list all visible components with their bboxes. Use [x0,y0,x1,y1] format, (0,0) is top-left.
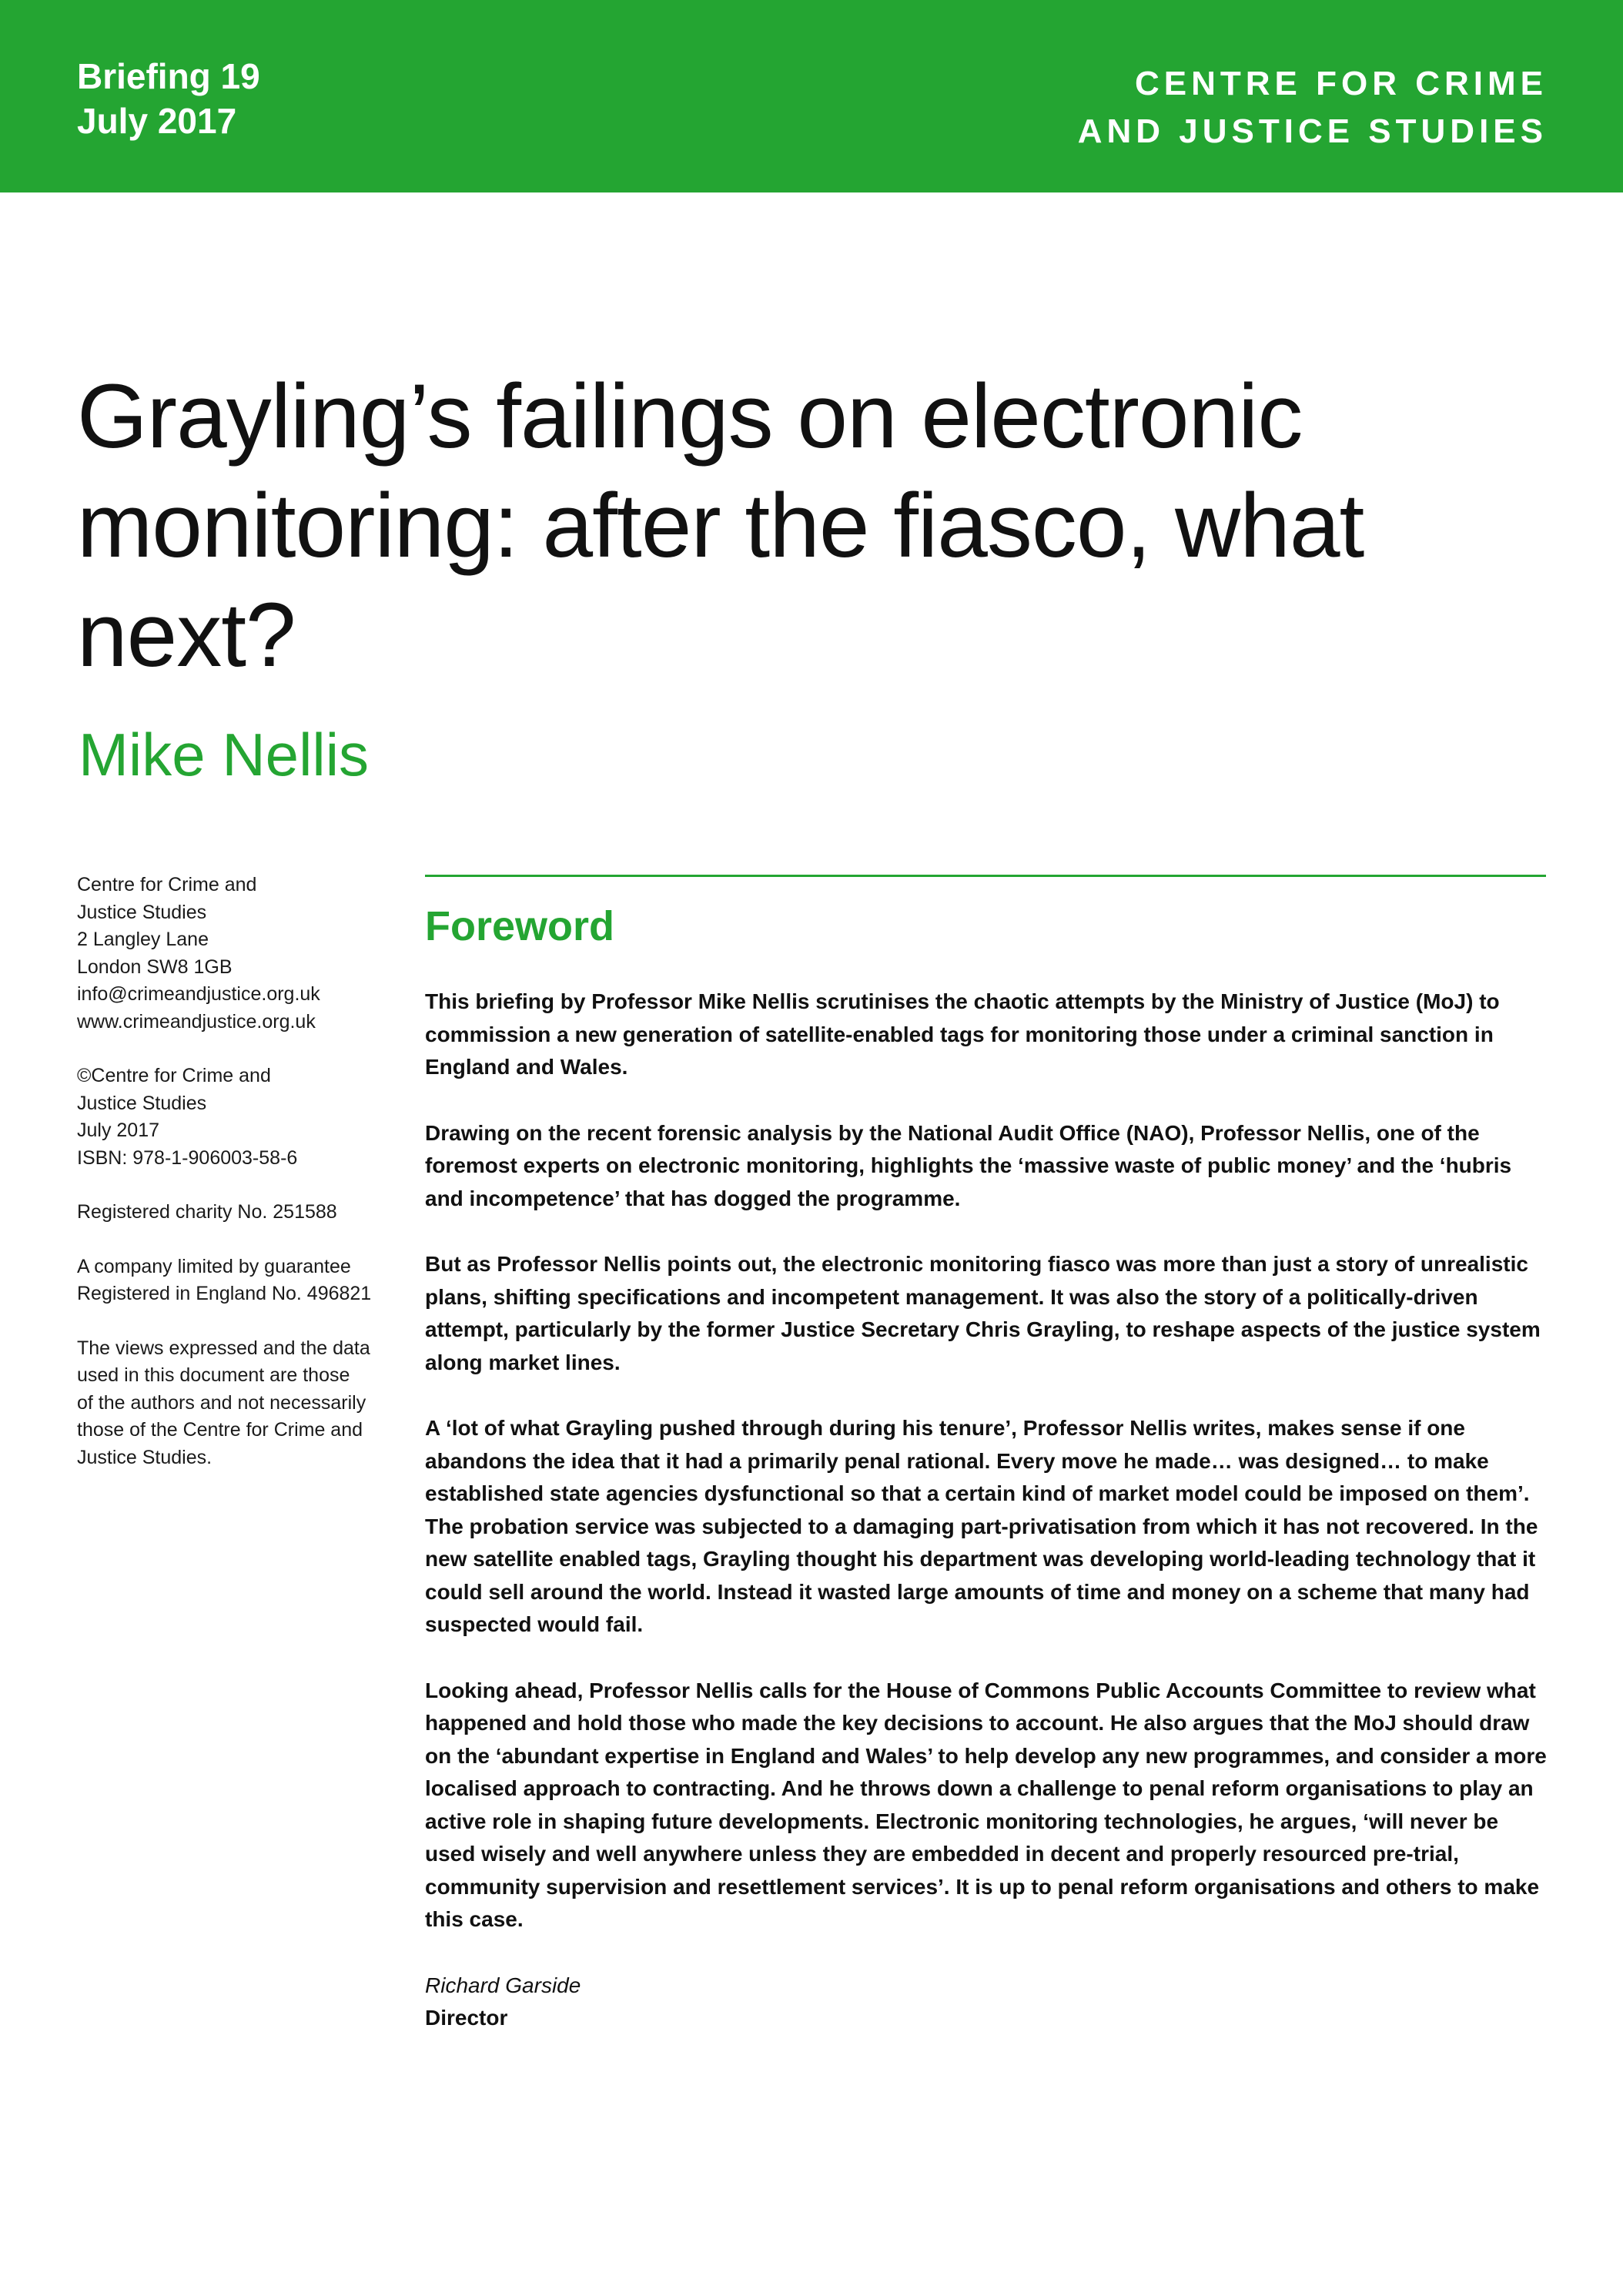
section-divider [425,875,1546,877]
address-line: 2 Langley Lane [77,929,209,950]
foreword-paragraph: Drawing on the recent forensic analysis by the National Audit Office (NAO), Professor Nellis, one of the foremost experts on electronic monitoring, highlights the ‘massive waste of public money’ and the ‘hubris and incompetence’ that has dogged the programme. [425,1120,1512,1210]
website-link[interactable]: www.crimeandjustice.org.uk [77,1010,316,1033]
signature [425,1970,1549,2035]
briefing-info [77,54,260,143]
organisation-name-line-2: AND JUSTICE STUDIES [1077,112,1548,150]
email-link[interactable]: info@crimeandjustice.org.uk [77,983,320,1005]
charity-number [77,1199,400,1227]
briefing-number: Briefing 19 [77,56,260,96]
disclaimer-line: used in this document are those [77,1364,350,1386]
company-line: Registered in England No. 496821 [77,1283,372,1304]
briefing-date: July 2017 [77,101,237,141]
page-title-line-2: monitoring: after the fiasco, what next? [77,475,1364,686]
author-name: Mike Nellis [79,721,370,788]
foreword-paragraph: But as Professor Nellis points out, the electronic monitoring fiasco was more than just a story of unrealistic plans, shifting specifications and incompetent management. It was also the story of a politically-driven attempt, particularly by the former Justice Secretary Chris Grayling, to reshape aspects of the justice system along market lines. [425,1252,1541,1374]
sidebar-details [77,872,400,1498]
copyright-line: ©Centre for Crime and [77,1065,271,1086]
contact-address [77,872,400,1036]
foreword-paragraph: Looking ahead, Professor Nellis calls for the House of Commons Public Accounts Committee to review what happened and hold those who made the key decisions to account. He also argues that the MoJ should draw on the ‘abundant expertise in England and Wales’ to help develop any new programmes, and consider a more localised approach to contracting. And he throws down a challenge to penal reform organisations to play an active role in shaping future developments. Electronic monitoring technologies, he argues, ‘will never be used wisely and well anywhere unless they are embedded in decent and properly resourced pre-trial, community supervision and resettlement services’. It is up to penal reform organisations and others to make this case. [425,1678,1547,1931]
foreword-paragraph: This briefing by Professor Mike Nellis scrutinises the chaotic attempts by the Ministry of Justice (MoJ) to commission a new generation of satellite-enabled tags for monitoring those under a criminal sanction in England and Wales. [425,989,1500,1079]
isbn: ISBN: 978-1-906003-58-6 [77,1146,298,1169]
page-title-line-1: Grayling’s failings on electronic [77,366,1303,467]
charity-line: Registered charity No. 251588 [77,1201,337,1223]
company-line: A company limited by guarantee [77,1255,351,1277]
company-registration [77,1253,400,1308]
page-title [77,362,1555,690]
disclaimer [77,1335,400,1472]
header-bar [0,0,1623,192]
foreword-body [425,986,1549,2035]
copyright-line: July 2017 [77,1120,160,1141]
foreword-paragraph: A ‘lot of what Grayling pushed through during his tenure’, Professor Nellis writes, makes sense if one abandons the idea that it had a primarily penal rational. Every move he made… was designed… to make established state agencies dysfunctional so that a certain kind of market model could be imposed on them’. The probation service was subjected to a damaging part-privatisation from which it has not recovered. In the new satellite enabled tags, Grayling thought his department was developing world-leading technology that it could sell around the world. Instead it wasted large amounts of time and money on a scheme that many had suspected would fail. [425,1416,1538,1636]
disclaimer-line: those of the Centre for Crime and [77,1419,363,1441]
organisation-name [1078,60,1548,156]
disclaimer-line: The views expressed and the data [77,1337,370,1359]
copyright-block [77,1063,400,1172]
disclaimer-line: of the authors and not necessarily [77,1391,366,1414]
address-line: Centre for Crime and [77,874,257,895]
signature-role: Director [425,2006,508,2030]
disclaimer-line: Justice Studies. [77,1446,212,1468]
signature-name: Richard Garside [425,1973,581,1997]
organisation-name-line-1: CENTRE FOR CRIME [1135,65,1548,102]
address-line: Justice Studies [77,901,207,923]
copyright-line: Justice Studies [77,1092,207,1114]
address-line: London SW8 1GB [77,956,233,978]
foreword-heading: Foreword [425,903,615,949]
